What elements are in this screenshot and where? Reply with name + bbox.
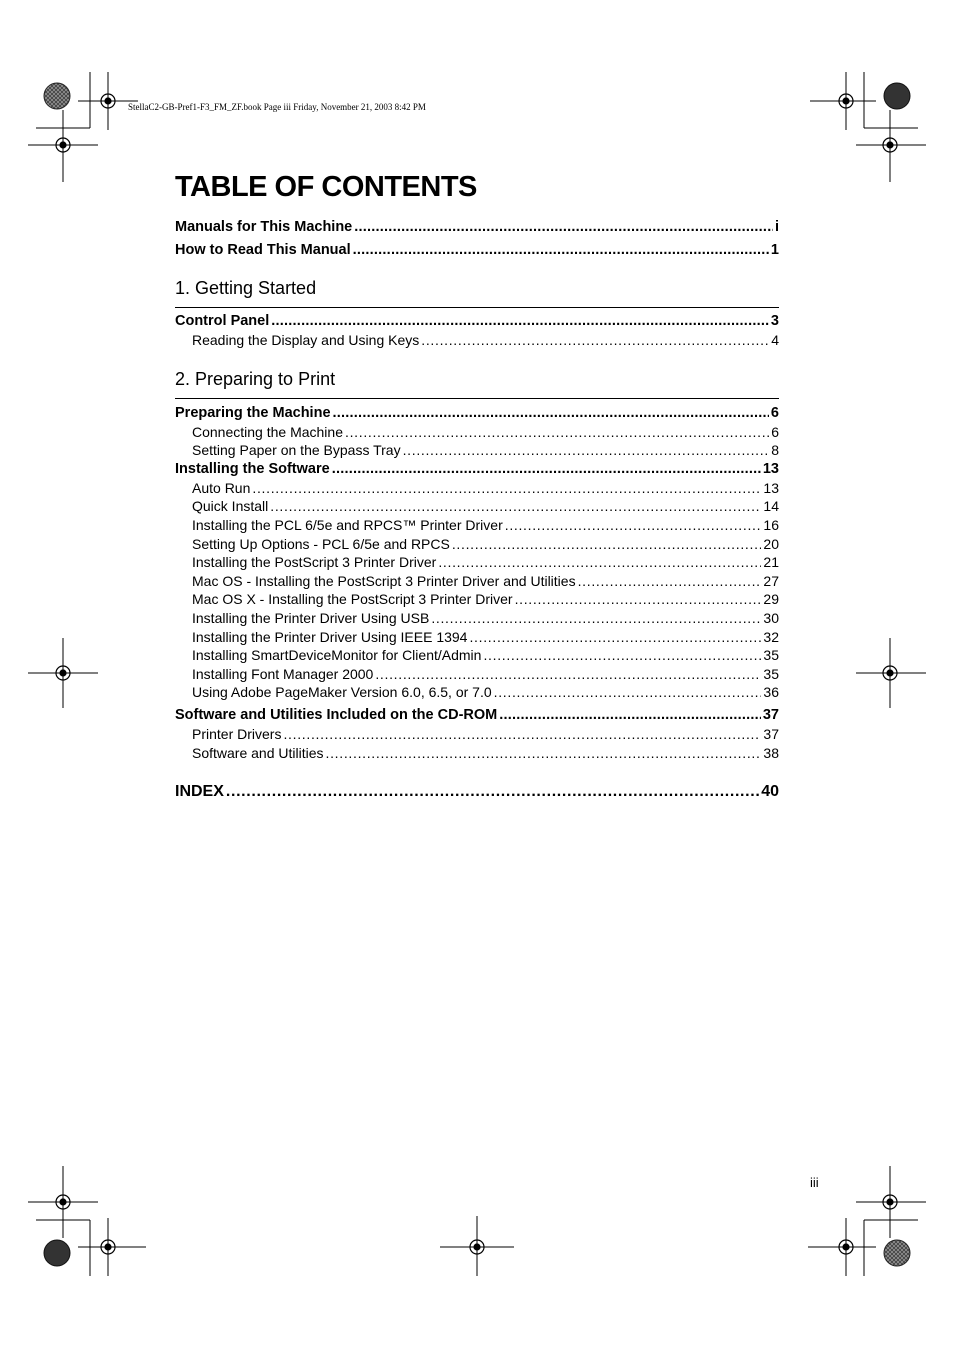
leader-dots [226,782,759,802]
toc-entry-page: 6 [770,404,779,421]
leader-dots [332,460,761,479]
toc-subentry[interactable] [175,628,779,647]
toc-entry-control-panel[interactable] [175,312,779,331]
toc-subentry[interactable] [175,479,779,498]
toc-entry-label: Software and Utilities [192,744,324,761]
toc-subentry[interactable] [175,609,779,628]
toc-entry-page: 13 [763,479,779,496]
leader-dots [326,744,762,763]
toc-entry-page: 32 [763,628,779,645]
leader-dots [431,609,761,628]
toc-entry-page: 29 [763,591,779,608]
toc-subentry-reading-display[interactable] [175,331,779,350]
toc-entry-page: 20 [763,535,779,552]
toc-subentry[interactable] [175,725,779,744]
leader-dots [375,665,761,684]
leader-dots [469,628,761,647]
toc-entry-page: 30 [763,609,779,626]
chapter-heading-preparing-to-print: 2. Preparing to Print [175,368,779,399]
toc-entry-cd-rom[interactable] [175,706,779,725]
toc-entry-label: Setting Paper on the Bypass Tray [192,442,401,459]
toc-entry-page: 6 [771,423,779,440]
toc-entry-page: 1 [770,242,779,258]
leader-dots [354,218,773,237]
toc-entry-page: 40 [761,783,779,801]
toc-entry-page: 3 [770,313,779,329]
toc-entry-page: 36 [763,684,779,701]
toc-entry-index[interactable] [175,782,779,802]
leader-dots [421,331,769,350]
toc-entry-label: Mac OS - Installing the PostScript 3 Printer Driver and Utilities [192,572,576,589]
toc-entry-label: Software and Utilities Included on the CD-ROM [175,706,498,723]
toc-subentry[interactable] [175,516,779,535]
toc-entry-label: Quick Install [192,498,269,515]
print-slug: StellaC2-GB-Pref1-F3_FM_ZF.book Page iii Friday, November 21, 2003 8:42 PM [128,102,426,112]
toc-entry-page: i [774,219,779,235]
page-number: iii [810,1175,819,1190]
leader-dots [438,553,761,572]
toc-entry-page: 37 [763,725,779,742]
toc-subentry[interactable] [175,553,779,572]
toc-entry-label: Connecting the Machine [192,423,343,440]
toc-entry-page: 8 [771,442,779,459]
table-of-contents [175,218,779,802]
toc-subentry[interactable] [175,744,779,763]
toc-subentry[interactable] [175,683,779,702]
toc-entry-label: Mac OS X - Installing the PostScript 3 Printer Driver [192,591,513,608]
toc-entry-label: Auto Run [192,479,251,496]
toc-entry-label: Installing the Printer Driver Using IEEE 1394 [192,628,468,645]
toc-subentry[interactable] [175,572,779,591]
leader-dots [270,497,761,516]
page-title: TABLE OF CONTENTS [175,171,477,203]
toc-entry-label: Installing the Software [175,460,330,477]
chapter-heading-getting-started: 1. Getting Started [175,277,779,308]
toc-subentry[interactable] [175,441,779,460]
toc-entry-label: Installing Font Manager 2000 [192,665,374,682]
toc-entry-label: Using Adobe PageMaker Version 6.0, 6.5, or 7.0 [192,684,492,701]
leader-dots [452,535,762,554]
toc-subentry[interactable] [175,646,779,665]
toc-entry-page: 37 [762,706,779,723]
leader-dots [403,441,770,460]
toc-entry-page: 38 [763,744,779,761]
toc-entry-label: Control Panel [175,313,270,329]
toc-subentry[interactable] [175,590,779,609]
toc-subentry[interactable] [175,497,779,516]
toc-entry-label: INDEX [175,783,224,801]
leader-dots [283,725,761,744]
leader-dots [505,516,762,535]
toc-entry-page: 27 [763,572,779,589]
leader-dots [345,423,769,442]
toc-entry-label: How to Read This Manual [175,242,351,258]
leader-dots [333,404,769,423]
toc-subentry[interactable] [175,423,779,442]
toc-entry-label: Installing the PCL 6/5e and RPCS™ Printer Driver [192,516,503,533]
leader-dots [515,590,762,609]
toc-entry-label: Installing SmartDeviceMonitor for Client/Admin [192,647,482,664]
toc-entry-label: Printer Drivers [192,725,282,742]
leader-dots [353,241,769,260]
toc-entry-label: Reading the Display and Using Keys [192,332,420,348]
leader-dots [252,479,761,498]
toc-entry-label: Setting Up Options - PCL 6/5e and RPCS [192,535,450,552]
toc-entry-label: Manuals for This Machine [175,219,353,235]
toc-entry-page: 14 [763,498,779,515]
leader-dots [271,312,769,331]
toc-entry-page: 16 [763,516,779,533]
leader-dots [494,683,762,702]
toc-entry-page: 35 [763,647,779,664]
toc-entry-preparing-machine[interactable] [175,404,779,423]
leader-dots [578,572,762,591]
leader-dots [499,706,761,725]
toc-entry-label: Preparing the Machine [175,404,331,421]
toc-entry-page: 13 [762,460,779,477]
toc-entry-page: 21 [763,554,779,571]
toc-entry-page: 35 [763,665,779,682]
toc-entry-label: Installing the Printer Driver Using USB [192,609,430,626]
toc-entry-installing-software[interactable] [175,460,779,479]
toc-subentry[interactable] [175,535,779,554]
toc-entry-page: 4 [771,332,779,348]
leader-dots [483,646,761,665]
toc-entry-label: Installing the PostScript 3 Printer Driver [192,554,437,571]
toc-subentry[interactable] [175,665,779,684]
toc-entry-how-to-read[interactable] [175,241,779,260]
toc-entry-manuals[interactable] [175,218,779,237]
